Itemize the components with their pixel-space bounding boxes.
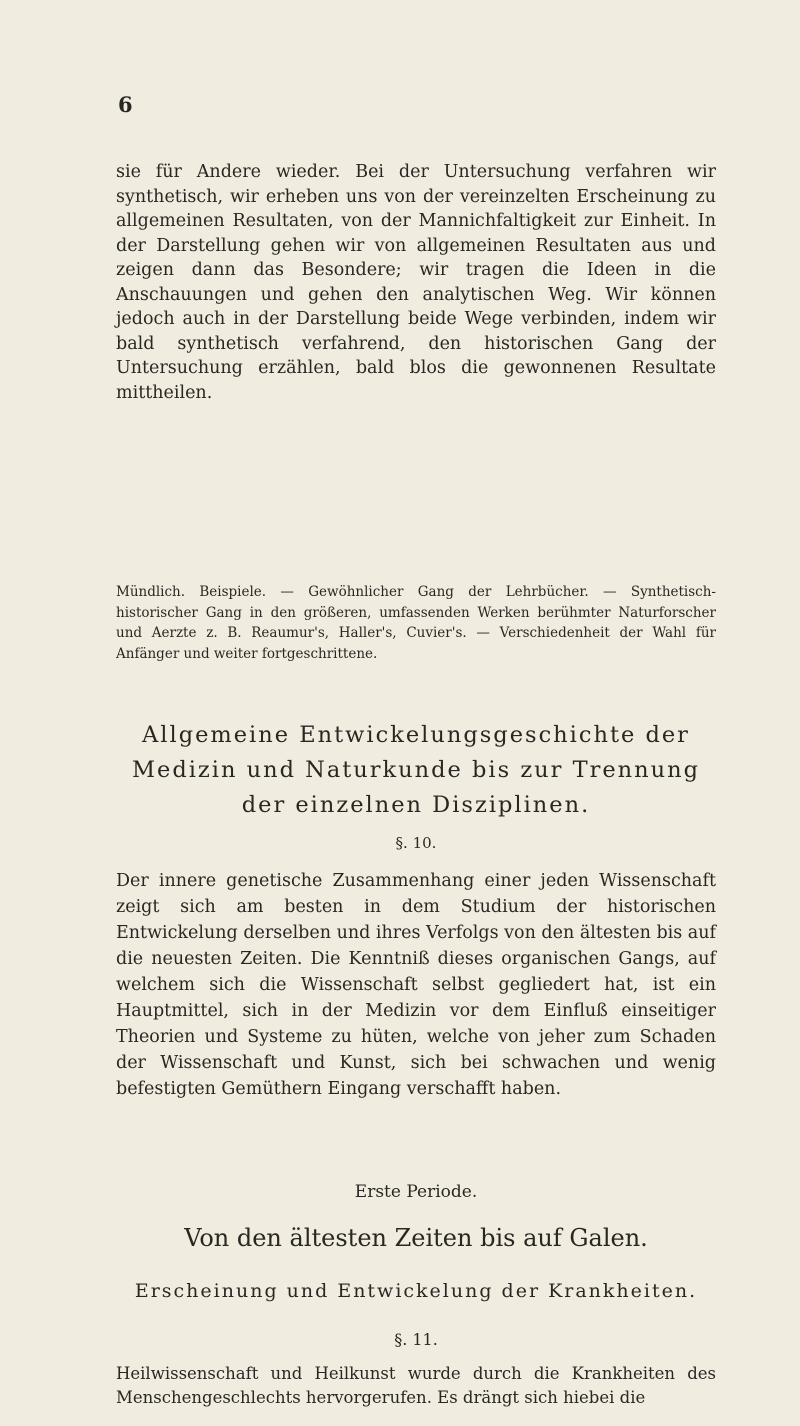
chapter-heading: Allgemeine Entwickelungsgeschichte der Medizin und Naturkunde bis zur Trennung der einzelnen Disziplinen. — [131, 722, 701, 818]
body-paragraph: Der innere genetische Zusammenhang einer jeden Wissenschaft zeigt sich am besten in dem Studium der historischen Entwickelung derselben und ihres Verfolgs von den ältesten bis auf die neuesten Zeiten. Die Kenntniß dieses organischen Gangs, auf welchem sich die Wissenschaft selbst gegliedert hat, ist ein Hauptmittel, sich in der Medizin vor dem Einfluß einseitiger Theorien und Systeme zu hüten, welche von jeher zum Schaden der Wissenschaft und Kunst, sich bei schwachen und wenig befestigten Gemüthern Eingang verschafft haben. — [116, 871, 716, 1099]
period-label: Erste Periode. — [354, 1182, 478, 1202]
period-heading: Von den ältesten Zeiten bis auf Galen. — [184, 1224, 648, 1252]
subheading: Erscheinung und Entwickelung der Krankheiten. — [134, 1280, 698, 1302]
body-paragraph: sie für Andere wieder. Bei der Untersuchung verfahren wir synthetisch, wir erheben uns von der vereinzelten Erscheinung zu allgemeinen Resultaten, von der Mannichfaltigkeit zur Einheit. In der Darstellung gehen wir von allgemeinen Resultaten aus und zeigen dann das Besondere; wir tragen die Ideen in die Anschauungen und gehen den analytischen Weg. Wir können jedoch auch in der Darstellung beide Wege verbinden, indem wir bald synthetisch verfahrend, den historischen Gang der Untersuchung erzählen, bald blos die gewonnenen Resultate mittheilen. — [116, 162, 716, 403]
body-paragraph: Heilwissenschaft und Heilkunst wurde durch die Krankheiten des Menschengeschlechts hervorgerufen. Es drängt sich hiebei die — [116, 1364, 716, 1407]
note-paragraph: Mündlich. Beispiele. — Gewöhnlicher Gang der Lehrbücher. — Synthetisch-historischer Gang in den größeren, umfassenden Werken berühmter Naturforscher und Aerzte z. B. Reaumur's, Haller's, Cuvier's. — Verschiedenheit der Wahl für Anfänger und weiter fortgeschrittene. — [116, 584, 716, 662]
page-number: 6 — [118, 92, 133, 117]
section-number: §. 11. — [394, 1330, 438, 1349]
section-number: §. 10. — [395, 834, 437, 852]
